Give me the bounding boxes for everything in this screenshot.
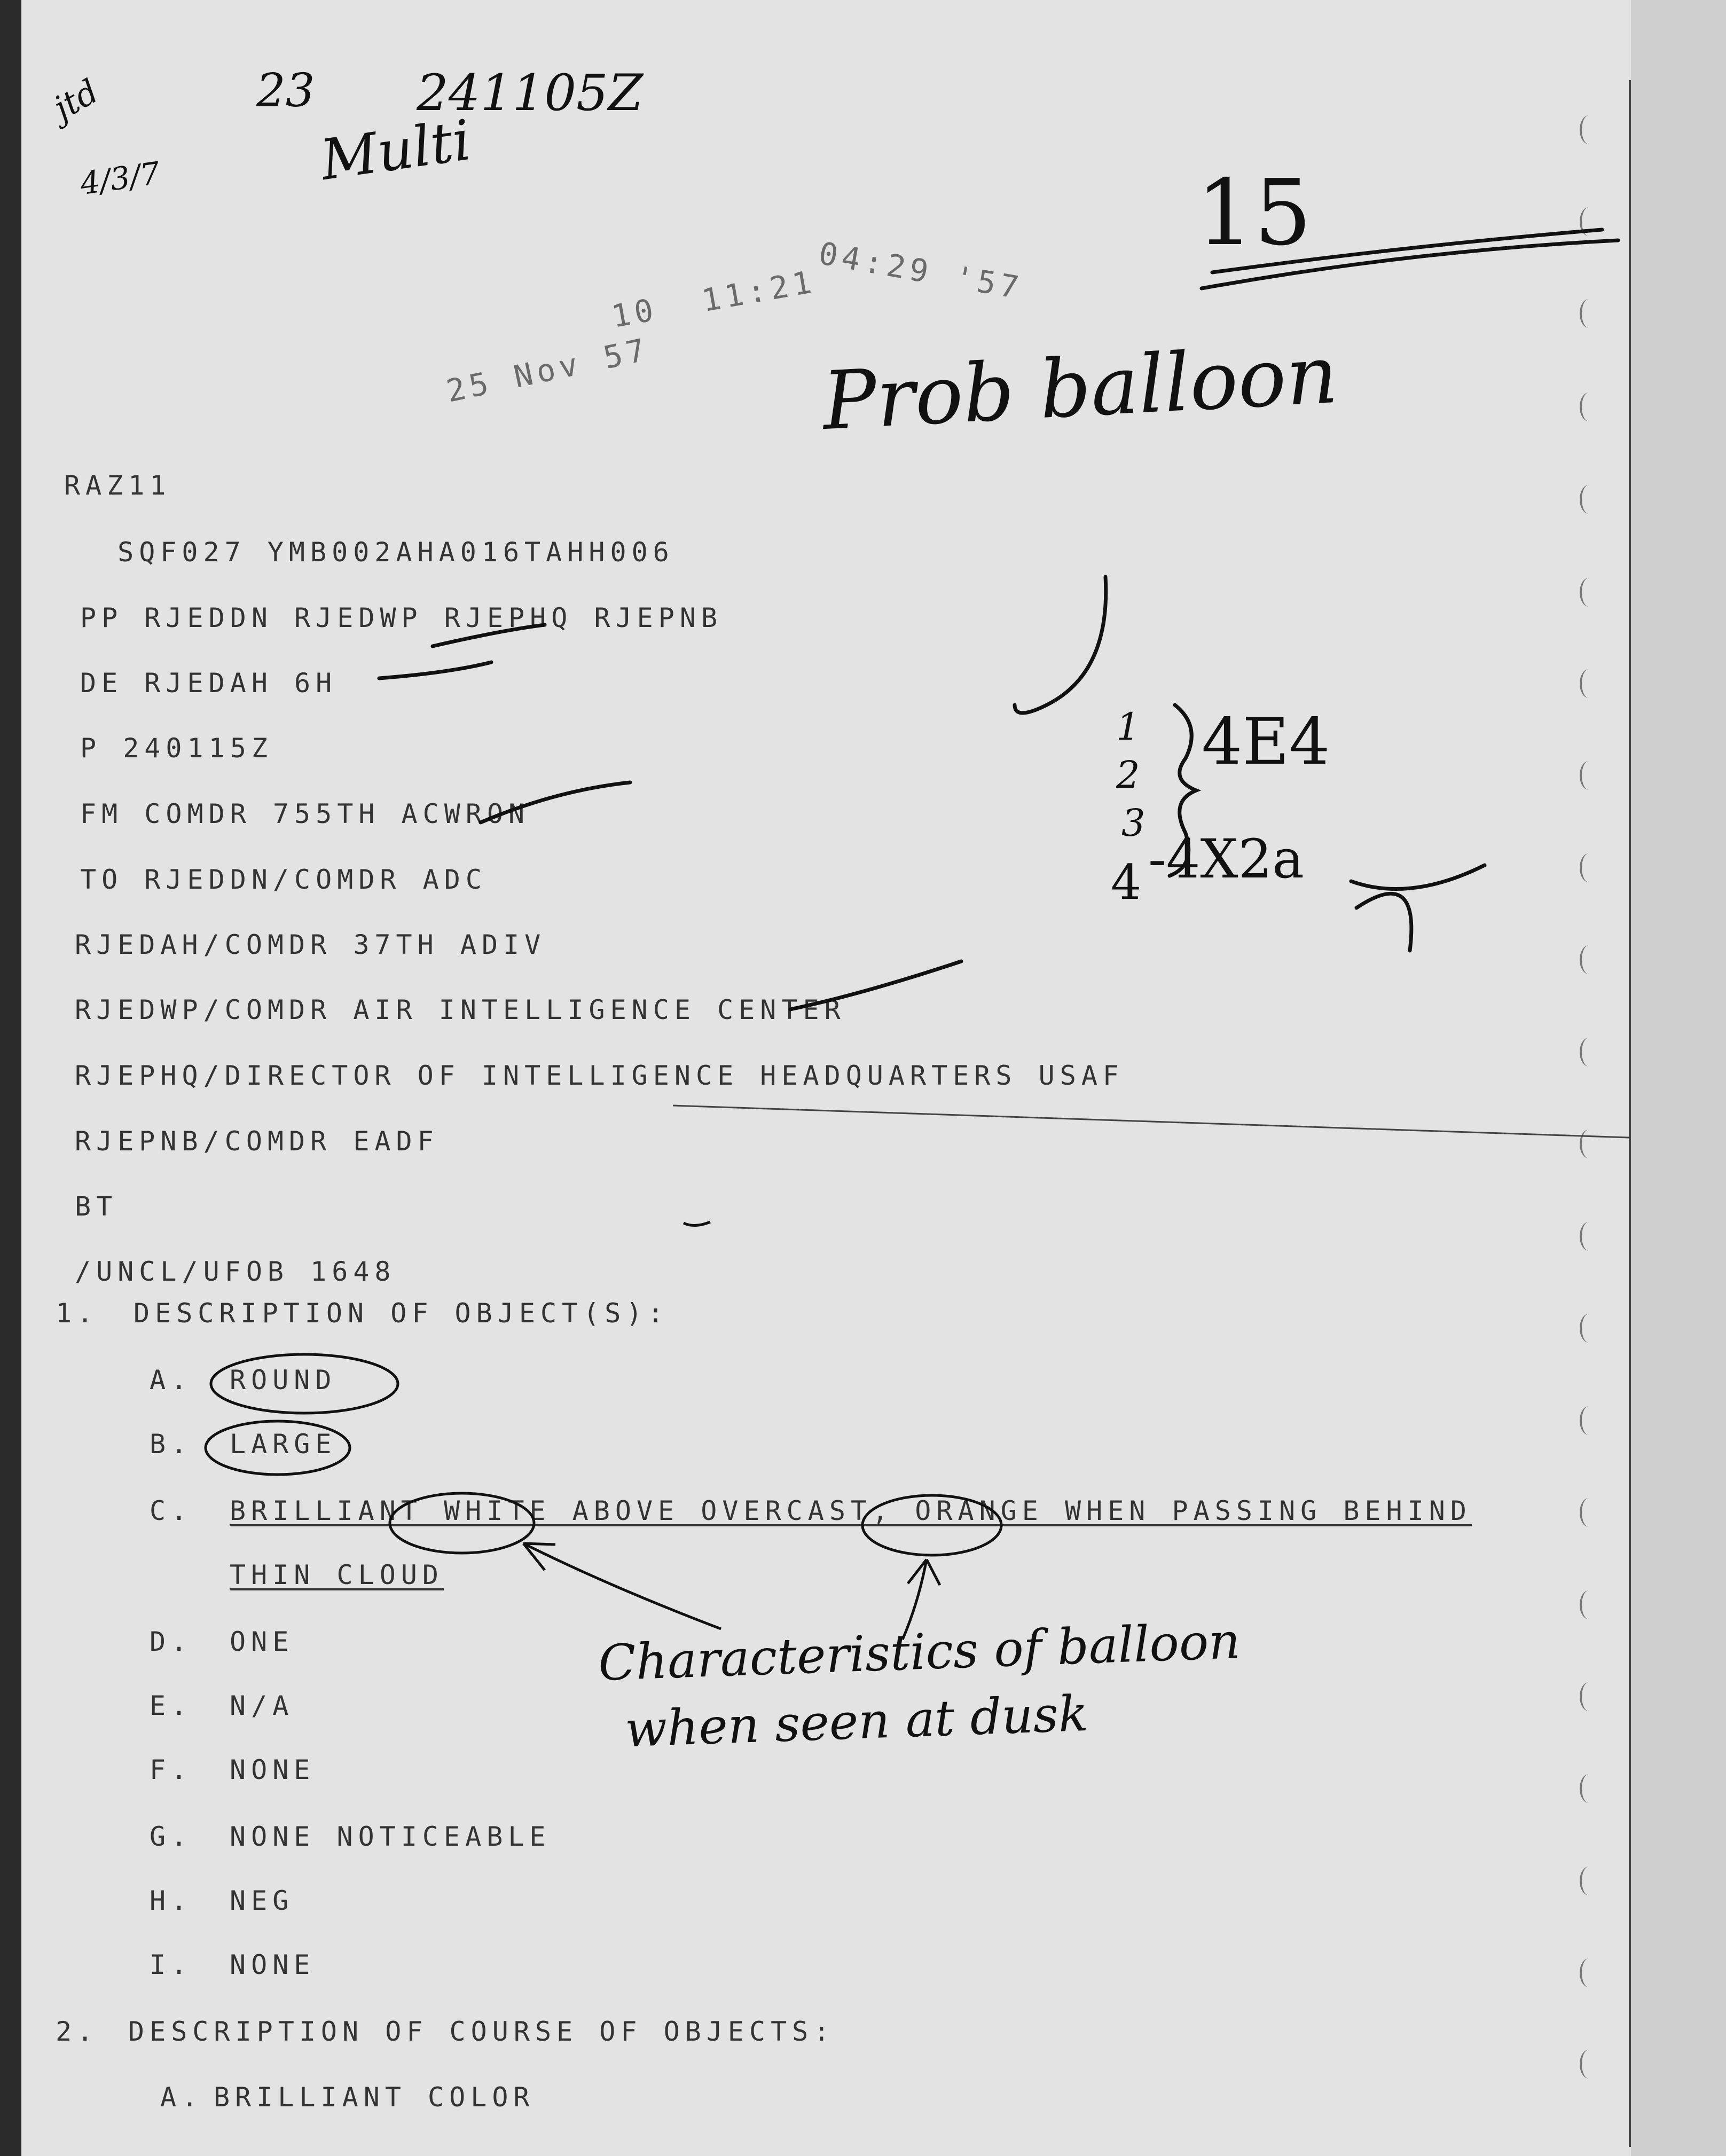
circle-round xyxy=(211,1354,398,1413)
header-line: RJEPHQ/DIRECTOR OF INTELLIGENCE HEADQUARTERS USAF xyxy=(75,1060,1125,1091)
check-mark xyxy=(1015,577,1106,713)
item-text: NONE NOTICEABLE xyxy=(230,1821,551,1852)
handwritten-case-number: 23 xyxy=(256,64,315,117)
item-letter: B. xyxy=(150,1429,193,1460)
item-text: NONE xyxy=(230,1949,316,1980)
handwritten-index-2: 2 xyxy=(1116,753,1140,797)
header-line: /UNCL/UFOB 1648 xyxy=(75,1256,396,1287)
section-2-item-letter: A. xyxy=(160,2082,203,2113)
header-line: BT xyxy=(75,1191,118,1222)
item-letter: G. xyxy=(150,1821,193,1852)
received-stamp-code: 04:29 '57 xyxy=(816,235,1026,307)
item-text: ONE xyxy=(230,1626,294,1657)
item-text: BRILLIANT WHITE ABOVE OVERCAST, ORANGE WHEN PASSING BEHIND xyxy=(230,1495,1472,1526)
handwritten-multi-note: Multi xyxy=(316,107,475,193)
circle-large xyxy=(206,1421,350,1475)
section-2-title: DESCRIPTION OF COURSE OF OBJECTS: xyxy=(128,2016,835,2047)
item-letter: C. xyxy=(150,1495,193,1526)
handwritten-prob-balloon: Prob balloon xyxy=(820,328,1340,449)
header-line: TO RJEDDN/COMDR ADC xyxy=(80,864,487,895)
index-brace xyxy=(1170,705,1196,876)
circle-white xyxy=(390,1493,534,1553)
handwritten-index-1: 1 xyxy=(1116,705,1140,749)
header-line: SQF027 YMB002AHA016TAHH006 xyxy=(96,537,674,568)
section-1-title: DESCRIPTION OF OBJECT(S): xyxy=(134,1298,669,1329)
header-line: RJEDWP/COMDR AIR INTELLIGENCE CENTER xyxy=(75,994,846,1025)
item-text: N/A xyxy=(230,1690,294,1721)
arrow-to-orange xyxy=(903,1559,927,1640)
handwritten-characteristics-line1: Characteristics of balloon xyxy=(597,1612,1242,1692)
handwritten-initials: jtd xyxy=(46,71,105,128)
header-line: P 240115Z xyxy=(80,733,273,764)
header-line: PP RJEDDN RJEDWP RJEPHQ RJEPNB xyxy=(80,602,723,633)
handwritten-date: 4/3/7 xyxy=(77,154,162,202)
item-letter: D. xyxy=(150,1626,193,1657)
handwritten-characteristics-line2: when seen at dusk xyxy=(624,1684,1089,1759)
header-line: RAZ11 xyxy=(64,470,171,501)
item-letter: F. xyxy=(150,1754,193,1785)
handwritten-index-code-b: -4X2a xyxy=(1148,828,1304,890)
section-1-number: 1. xyxy=(56,1298,99,1329)
header-line: DE RJEDAH 6H xyxy=(80,668,338,699)
item-letter: A. xyxy=(150,1365,193,1395)
handwritten-index-3: 3 xyxy=(1121,801,1146,845)
item-letter: I. xyxy=(150,1949,193,1980)
received-stamp-time: 10 11:21 xyxy=(609,263,819,335)
section-2-item-text: BRILLIANT COLOR xyxy=(214,2082,535,2113)
header-line: FM COMDR 755TH ACWRON xyxy=(80,798,530,829)
handwritten-index-code-a: 4E4 xyxy=(1202,705,1330,779)
received-stamp-date: 25 Nov 57 xyxy=(443,331,653,410)
pen-marks xyxy=(21,0,1726,2156)
document-page xyxy=(21,0,1726,2156)
item-letter: E. xyxy=(150,1690,193,1721)
paper-crease xyxy=(673,1106,1629,1138)
arrow-to-white xyxy=(523,1543,721,1629)
header-line: RJEDAH/COMDR 37TH ADIV xyxy=(75,929,546,960)
section-2-number: 2. xyxy=(56,2016,99,2047)
header-line: RJEPNB/COMDR EADF xyxy=(75,1126,439,1157)
handwritten-date-time-group: 241105Z xyxy=(417,64,644,122)
item-text: NEG xyxy=(230,1885,294,1916)
item-text: LARGE xyxy=(230,1429,337,1460)
item-text-continuation: THIN CLOUD xyxy=(230,1559,444,1590)
circle-orange xyxy=(862,1495,1001,1555)
handwritten-index-4: 4 xyxy=(1111,854,1142,911)
item-letter: H. xyxy=(150,1885,193,1916)
item-text: NONE xyxy=(230,1754,316,1785)
item-text: ROUND xyxy=(230,1365,337,1395)
handwritten-page-number: 15 xyxy=(1196,160,1312,266)
